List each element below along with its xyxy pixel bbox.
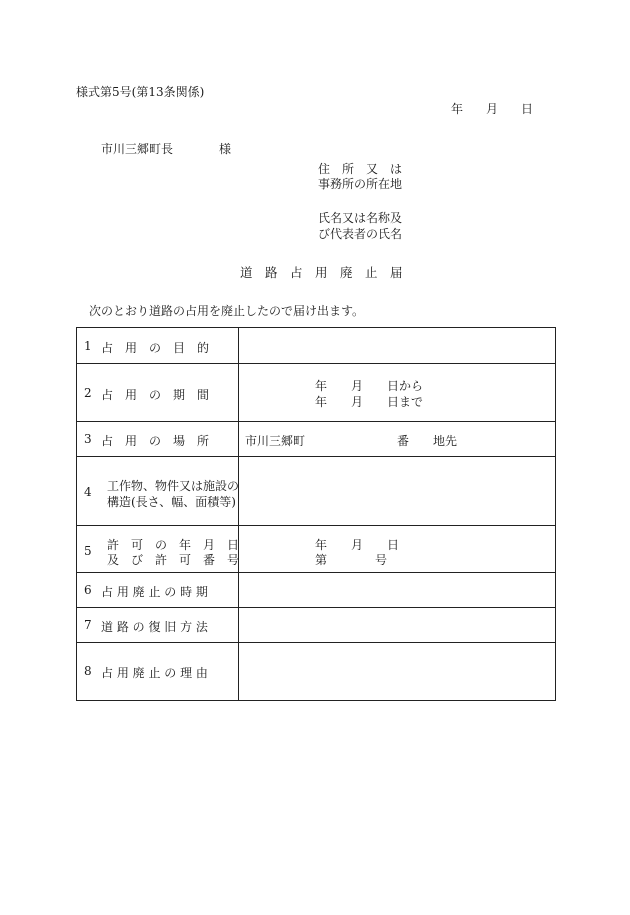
name-label-line2: び代表者の氏名 [318,227,403,241]
row7-number: 7 [84,618,92,632]
name-label-line1: 氏名又は名称及 [318,211,403,225]
address-label-line2: 事務所の所在地 [318,177,403,191]
row6-number: 6 [84,583,92,597]
row7-label-cell [77,608,239,643]
date-month-label: 月 [486,102,499,116]
table-row-purpose [77,328,556,364]
row2-label: 占 用 の 期 間 [101,388,210,402]
address-label-line1: 住 所 又 は [318,162,403,176]
form-table [76,327,556,701]
row5-label-line2: 及 び 許 可 番 号 [107,553,240,567]
row1-label-cell [77,328,239,364]
row3-value-cell[interactable] [239,422,556,457]
table-row-reason [77,643,556,701]
row3-town: 市川三郷町 [245,434,306,448]
row3-address-suffix: 番 地先 [397,434,458,448]
table-row-restoration [77,608,556,643]
row3-number: 3 [84,432,92,446]
row4-label-line1: 工作物、物件又は施設の [107,479,240,493]
row5-number: 5 [84,544,92,558]
row2-number: 2 [84,386,92,400]
row4-label-cell [77,457,239,526]
row1-number: 1 [84,339,92,353]
row2-value-cell[interactable] [239,364,556,422]
table-row-period [77,364,556,422]
row8-value-cell[interactable] [239,643,556,701]
row4-label-line2: 構造(長さ、幅、面積等) [107,495,236,509]
row5-label-cell [77,526,239,573]
row8-label: 占 用 廃 止 の 理 由 [101,666,208,680]
row8-label-cell [77,643,239,701]
row3-label: 占 用 の 場 所 [101,434,210,448]
row1-value-cell[interactable] [239,328,556,364]
row4-value-cell[interactable] [239,457,556,526]
row5-label-line1: 許 可 の 年 月 日 [107,538,240,552]
row2-value-to: 年 月 日まで [315,395,424,409]
row6-value-cell[interactable] [239,573,556,608]
date-year-label: 年 [451,102,464,116]
row2-label-cell [77,364,239,422]
intro-text: 次のとおり道路の占用を廃止したので届け出ます。 [89,304,365,318]
row7-value-cell[interactable] [239,608,556,643]
document-title: 道 路 占 用 廃 止 届 [240,265,403,280]
form-number: 様式第5号(第13条関係) [76,85,205,99]
table-row-permit [77,526,556,573]
row4-number: 4 [84,485,92,499]
row5-value-date: 年 月 日 [315,538,400,552]
table-row-abolish-time [77,573,556,608]
row2-value-from: 年 月 日から [315,379,424,393]
date-day-label: 日 [521,102,534,116]
row7-label: 道 路 の 復 旧 方 法 [101,620,208,634]
addressee-honorific: 様 [219,142,232,156]
addressee-name: 市川三郷町長 [101,142,174,156]
row8-number: 8 [84,664,92,678]
row3-label-cell [77,422,239,457]
row6-label: 占 用 廃 止 の 時 期 [101,585,208,599]
row1-label: 占 用 の 目 的 [101,341,210,355]
table-row-structure [77,457,556,526]
row6-label-cell [77,573,239,608]
table-row-location [77,422,556,457]
row5-value-cell[interactable] [239,526,556,573]
row5-value-number: 第 号 [315,553,388,567]
